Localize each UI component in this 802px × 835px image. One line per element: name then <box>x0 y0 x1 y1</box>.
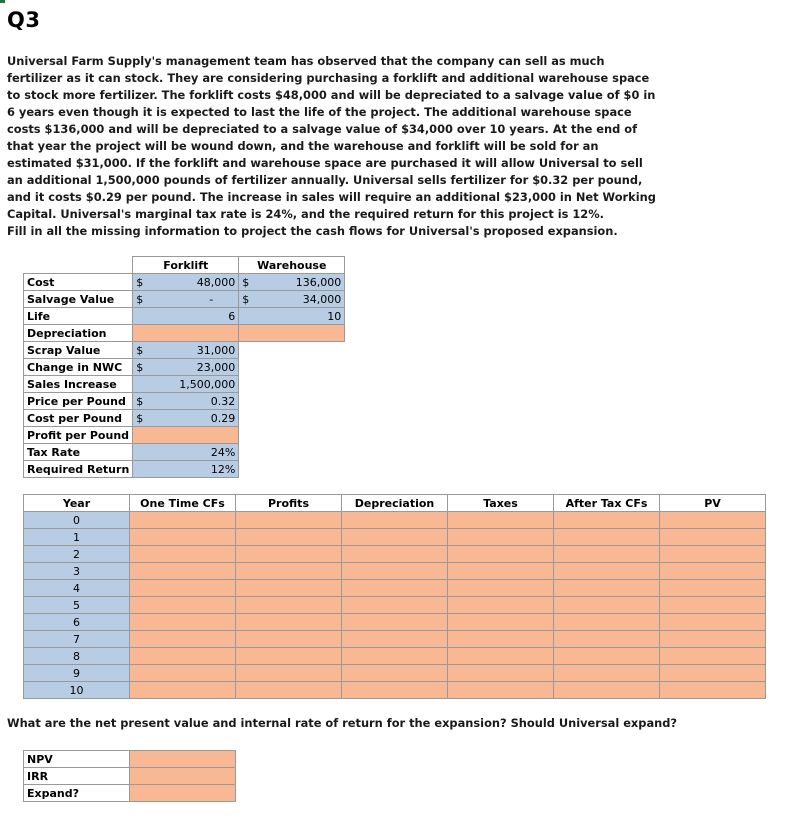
page-title: Q3 <box>7 8 41 32</box>
question-text: What are the net present value and internal rate of return for the expansion? Should Universal expand? <box>7 716 677 730</box>
costpp-value: 0.29 <box>210 411 236 425</box>
table-row <box>24 563 766 580</box>
taxes-input[interactable] <box>448 648 554 665</box>
aftertax-cf-input[interactable] <box>554 580 660 597</box>
pv-input[interactable] <box>660 546 766 563</box>
aftertax-cf-input[interactable] <box>554 665 660 682</box>
onetime-cf-input[interactable] <box>130 529 236 546</box>
profits-input[interactable] <box>236 665 342 682</box>
year-cell: 2 <box>24 546 130 563</box>
forklift-depreciation-input[interactable] <box>133 325 239 342</box>
problem-text: Universal Farm Supply's management team has observed that the company can sell as much fertilizer as it can stock. They are considering purchasing a forklift and additional warehouse space to stock more fertilizer. The forklift costs $48,000 and will be depreciated to a salvage value of $0 in 6 years even though it is expected to last the life of the project. The additional warehouse space costs $136,000 and will be depreciated to a salvage value of $34,000 over 10 years. At the end of that year the project will be wound down, and the warehouse and forklift will be sold for an estimated $31,000. If the forklift and warehouse space are purchased it will allow Universal to sell an additional 1,500,000 pounds of fertilizer annually. Universal sells fertilizer for $0.32 per pound, and it costs $0.29 per pound. The increase in sales will require an additional $23,000 in Net Working Capital. Universal's marginal tax rate is 24%, and the required return for this project is 12%. <box>7 54 656 221</box>
currency-symbol: $ <box>136 411 144 425</box>
price-value: 0.32 <box>210 394 236 408</box>
warehouse-salvage: 34,000 <box>302 292 342 306</box>
warehouse-salvage-cell[interactable] <box>239 291 345 308</box>
table-row <box>24 580 766 597</box>
depreciation-input[interactable] <box>342 512 448 529</box>
onetime-cf-input[interactable] <box>130 648 236 665</box>
cost-label: Cost <box>24 274 133 291</box>
year-cell: 7 <box>24 631 130 648</box>
warehouse-depreciation-input[interactable] <box>239 325 345 342</box>
taxes-input[interactable] <box>448 682 554 699</box>
taxes-input[interactable] <box>448 580 554 597</box>
year-cell: 6 <box>24 614 130 631</box>
table-row <box>24 597 766 614</box>
aftertax-cf-input[interactable] <box>554 546 660 563</box>
currency-symbol: $ <box>136 343 144 357</box>
depreciation-input[interactable] <box>342 682 448 699</box>
currency-symbol: $ <box>136 292 144 306</box>
year-cell: 1 <box>24 529 130 546</box>
sales-value[interactable]: 1,500,000 <box>133 376 239 393</box>
tax-value[interactable]: 24% <box>133 444 239 461</box>
sales-label: Sales Increase <box>24 376 133 393</box>
profitpp-input[interactable] <box>133 427 239 444</box>
profits-input[interactable] <box>236 648 342 665</box>
salvage-label: Salvage Value <box>24 291 133 308</box>
taxes-header: Taxes <box>448 495 554 512</box>
npv-label: NPV <box>24 751 130 768</box>
costpp-cell[interactable] <box>133 410 239 427</box>
profits-input[interactable] <box>236 614 342 631</box>
taxes-input[interactable] <box>448 614 554 631</box>
forklift-salvage-cell[interactable] <box>133 291 239 308</box>
taxes-input[interactable] <box>448 597 554 614</box>
pv-input[interactable] <box>660 614 766 631</box>
aftertax-cf-input[interactable] <box>554 648 660 665</box>
tax-label: Tax Rate <box>24 444 133 461</box>
year-header: Year <box>24 495 130 512</box>
irr-label: IRR <box>24 768 130 785</box>
taxes-input[interactable] <box>448 631 554 648</box>
depreciation-input[interactable] <box>342 597 448 614</box>
table-row <box>24 614 766 631</box>
profitpp-label: Profit per Pound <box>24 427 133 444</box>
depreciation-input[interactable] <box>342 580 448 597</box>
warehouse-header: Warehouse <box>239 257 345 274</box>
forklift-cost: 48,000 <box>196 275 236 289</box>
aftertax-header: After Tax CFs <box>554 495 660 512</box>
depreciation-header: Depreciation <box>342 495 448 512</box>
aftertax-cf-input[interactable] <box>554 529 660 546</box>
corner-marker <box>0 0 5 3</box>
onetime-cf-input[interactable] <box>130 563 236 580</box>
aftertax-cf-input[interactable] <box>554 512 660 529</box>
pv-input[interactable] <box>660 597 766 614</box>
table-row <box>24 648 766 665</box>
currency-symbol: $ <box>136 394 144 408</box>
costpp-label: Cost per Pound <box>24 410 133 427</box>
year-cell: 9 <box>24 665 130 682</box>
profits-input[interactable] <box>236 580 342 597</box>
pv-input[interactable] <box>660 512 766 529</box>
taxes-input[interactable] <box>448 529 554 546</box>
ret-value[interactable]: 12% <box>133 461 239 478</box>
nwc-label: Change in NWC <box>24 359 133 376</box>
depreciation-input[interactable] <box>342 648 448 665</box>
table-row <box>24 529 766 546</box>
table-row <box>24 682 766 699</box>
depreciation-input[interactable] <box>342 563 448 580</box>
profits-input[interactable] <box>236 682 342 699</box>
depreciation-input[interactable] <box>342 529 448 546</box>
pv-input[interactable] <box>660 529 766 546</box>
currency-symbol: $ <box>136 275 144 289</box>
cashflow-header-row <box>24 495 766 512</box>
onetime-cf-input[interactable] <box>130 512 236 529</box>
aftertax-cf-input[interactable] <box>554 563 660 580</box>
pv-input[interactable] <box>660 631 766 648</box>
profits-input[interactable] <box>236 597 342 614</box>
profits-input[interactable] <box>236 631 342 648</box>
warehouse-cost: 136,000 <box>295 275 342 289</box>
forklift-life[interactable]: 6 <box>133 308 239 325</box>
forklift-salvage: - <box>209 292 214 306</box>
profits-input[interactable] <box>236 546 342 563</box>
currency-symbol: $ <box>242 292 250 306</box>
npv-input[interactable] <box>130 751 236 768</box>
onetime-header: One Time CFs <box>130 495 236 512</box>
taxes-input[interactable] <box>448 563 554 580</box>
expand-label: Expand? <box>24 785 130 802</box>
onetime-cf-input[interactable] <box>130 546 236 563</box>
onetime-cf-input[interactable] <box>130 631 236 648</box>
table-row <box>24 512 766 529</box>
cashflow-table <box>23 494 766 699</box>
onetime-cf-input[interactable] <box>130 682 236 699</box>
table-row <box>24 546 766 563</box>
price-cell[interactable] <box>133 393 239 410</box>
forklift-cost-cell[interactable] <box>133 274 239 291</box>
pv-input[interactable] <box>660 665 766 682</box>
depreciation-label: Depreciation <box>24 325 133 342</box>
pv-input[interactable] <box>660 682 766 699</box>
pv-input[interactable] <box>660 648 766 665</box>
year-cell: 8 <box>24 648 130 665</box>
table-row <box>24 631 766 648</box>
depreciation-input[interactable] <box>342 614 448 631</box>
depreciation-input[interactable] <box>342 631 448 648</box>
aftertax-cf-input[interactable] <box>554 682 660 699</box>
table-row <box>24 665 766 682</box>
irr-input[interactable] <box>130 768 236 785</box>
year-cell: 4 <box>24 580 130 597</box>
nwc-value: 23,000 <box>196 360 236 374</box>
expand-input[interactable] <box>130 785 236 802</box>
year-cell: 10 <box>24 682 130 699</box>
onetime-cf-input[interactable] <box>130 597 236 614</box>
currency-symbol: $ <box>136 360 144 374</box>
profits-header: Profits <box>236 495 342 512</box>
year-cell: 5 <box>24 597 130 614</box>
depreciation-input[interactable] <box>342 665 448 682</box>
price-label: Price per Pound <box>24 393 133 410</box>
forklift-header: Forklift <box>133 257 239 274</box>
year-cell: 0 <box>24 512 130 529</box>
scrap-value: 31,000 <box>196 343 236 357</box>
pv-input[interactable] <box>660 580 766 597</box>
profits-input[interactable] <box>236 563 342 580</box>
currency-symbol: $ <box>242 275 250 289</box>
pv-header: PV <box>660 495 766 512</box>
onetime-cf-input[interactable] <box>130 614 236 631</box>
life-label: Life <box>24 308 133 325</box>
nwc-cell[interactable] <box>133 359 239 376</box>
inputs-table <box>23 256 345 478</box>
ret-label: Required Return <box>24 461 133 478</box>
aftertax-cf-input[interactable] <box>554 631 660 648</box>
warehouse-life[interactable]: 10 <box>239 308 345 325</box>
aftertax-cf-input[interactable] <box>554 614 660 631</box>
taxes-input[interactable] <box>448 546 554 563</box>
results-table <box>23 750 236 802</box>
warehouse-cost-cell[interactable] <box>239 274 345 291</box>
scrap-label: Scrap Value <box>24 342 133 359</box>
taxes-input[interactable] <box>448 665 554 682</box>
onetime-cf-input[interactable] <box>130 580 236 597</box>
aftertax-cf-input[interactable] <box>554 597 660 614</box>
taxes-input[interactable] <box>448 512 554 529</box>
instruction-text: Fill in all the missing information to project the cash flows for Universal's proposed expansion. <box>7 224 618 238</box>
onetime-cf-input[interactable] <box>130 665 236 682</box>
year-cell: 3 <box>24 563 130 580</box>
profits-input[interactable] <box>236 512 342 529</box>
profits-input[interactable] <box>236 529 342 546</box>
scrap-cell[interactable] <box>133 342 239 359</box>
depreciation-input[interactable] <box>342 546 448 563</box>
pv-input[interactable] <box>660 563 766 580</box>
